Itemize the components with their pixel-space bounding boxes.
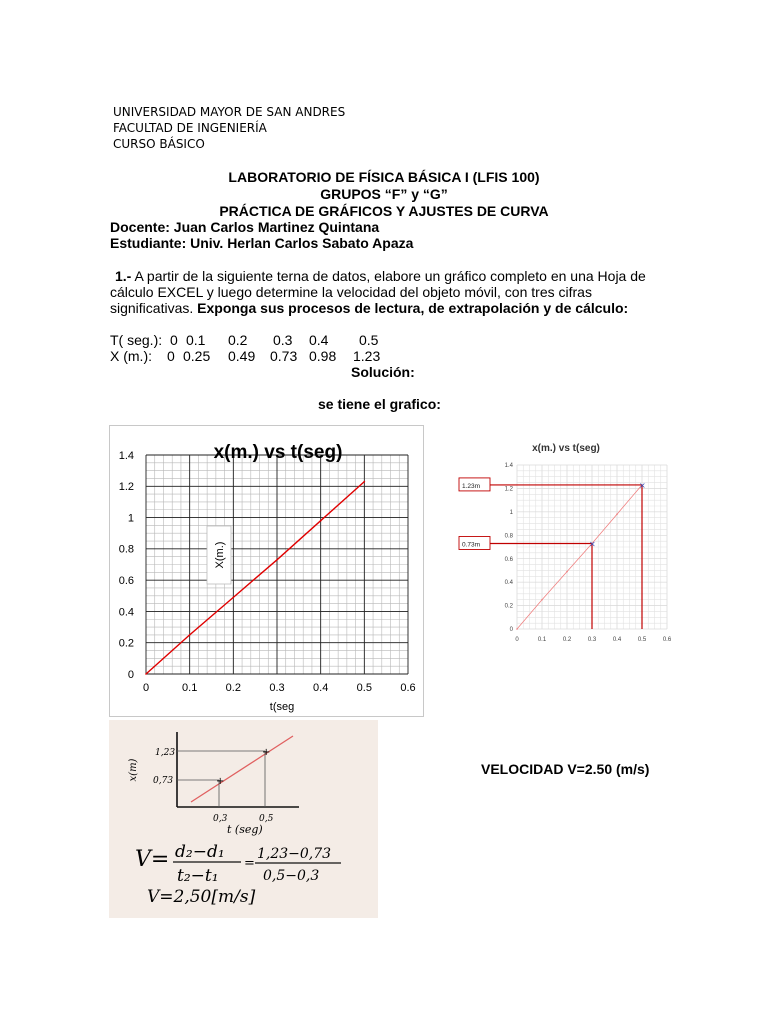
data-point [233, 597, 235, 599]
x-value: 0.25 [183, 348, 211, 364]
y-tick-label: 1 [509, 509, 513, 516]
problem-bold-text: Exponga sus procesos de lectura, de extrapolación y de cálculo: [193, 300, 629, 316]
formula-den-values: 0,5−0,3 [263, 868, 320, 884]
x-tick-label: 0 [515, 637, 519, 643]
t-label: T( seg.): [110, 332, 163, 348]
x-value: 0.98 [309, 348, 337, 364]
velocidad-result: VELOCIDAD V=2.50 (m/s) [481, 761, 650, 777]
main-chart-ylabel: X(m.) [214, 541, 226, 569]
formula-lhs: V= [135, 847, 170, 872]
y-tick-label: 0 [127, 668, 134, 681]
main-chart-xlabel: t(seg [269, 701, 295, 713]
x-tick-label: 0.2 [225, 682, 241, 694]
series-line [146, 482, 364, 674]
formula-equals: = [244, 856, 255, 871]
y-tick-label: 1.2 [118, 481, 134, 494]
x-tick-label: 0.3 [269, 682, 285, 694]
data-point [541, 599, 543, 601]
x-tick-label: 0.2 [562, 637, 572, 643]
x-data-row [110, 348, 670, 364]
y-tick-label: 0.4 [118, 606, 134, 619]
data-point [145, 673, 147, 675]
x-tick-label: 0.1 [182, 682, 198, 694]
t-data-row [110, 332, 670, 348]
y-tick-label: 1.2 [504, 486, 513, 493]
reading-label: 1.23m [462, 482, 481, 490]
practice-title: PRÁCTICA DE GRÁFICOS Y AJUSTES DE CURVA [219, 203, 549, 219]
x-value: 1.23 [353, 348, 381, 364]
x-tick-label: 0.6 [662, 637, 672, 643]
x-tick-label: 0.4 [313, 682, 329, 694]
sketch-xtick: 0,3 [213, 814, 228, 824]
reading-point-marker: × [639, 480, 646, 490]
y-tick-label: 0.8 [118, 543, 134, 556]
y-tick-label: 0.2 [118, 637, 134, 650]
sketch-series-line [191, 736, 293, 802]
reading-label: 0.73m [462, 541, 481, 549]
t-value: 0.2 [228, 332, 248, 348]
handwritten-sketch [109, 720, 378, 918]
mini-chart-annotations [459, 478, 646, 629]
x-tick-label: 0.6 [400, 682, 416, 694]
x-label: X (m.): [110, 348, 152, 364]
problem-number: 1.- [115, 268, 132, 284]
university-line: UNIVERSIDAD MAYOR DE SAN ANDRES [113, 105, 346, 119]
data-point [320, 520, 322, 522]
sketch-ytick: 0,73 [153, 776, 174, 786]
y-tick-label: 0.2 [504, 603, 513, 610]
sketch-point: + [216, 776, 225, 787]
formula-num-values: 1,23−0,73 [257, 846, 332, 862]
main-chart-grid [146, 455, 408, 674]
reading-point-marker: × [589, 539, 596, 549]
x-value: 0.73 [270, 348, 298, 364]
x-tick-label: 0.3 [587, 637, 597, 643]
data-point [276, 559, 278, 561]
x-tick-label: 0.5 [637, 637, 647, 643]
data-point [566, 571, 568, 573]
main-chart [110, 426, 423, 716]
mini-chart-container [456, 433, 681, 645]
x-tick-label: 0.1 [537, 637, 547, 643]
formula-result: V=2,50[m/s] [147, 887, 256, 907]
t-value: 0.3 [273, 332, 293, 348]
main-chart-container [109, 425, 424, 717]
course-line: CURSO BÁSICO [113, 137, 205, 151]
x-value: 0 [167, 348, 175, 364]
data-point [616, 513, 618, 515]
t-value: 0.4 [309, 332, 329, 348]
y-tick-label: 1.4 [504, 463, 513, 470]
docente-line: Docente: Juan Carlos Martinez Quintana [110, 219, 380, 235]
data-point [364, 481, 366, 483]
data-point [516, 628, 518, 630]
mini-chart [456, 433, 681, 645]
lab-title: LABORATORIO DE FÍSICA BÁSICA I (LFIS 100) [228, 169, 540, 185]
formula-numerator: d₂−d₁ [175, 842, 225, 862]
x-tick-label: 0.5 [356, 682, 372, 694]
sketch-ylabel: x(m) [128, 758, 139, 782]
sketch-ytick: 1,23 [155, 748, 176, 758]
faculty-line: FACULTAD DE INGENIERÍA [113, 121, 267, 135]
y-tick-label: 0 [509, 627, 513, 634]
solucion-label: Solución: [351, 364, 415, 380]
x-value: 0.49 [228, 348, 256, 364]
y-tick-label: 0.4 [504, 580, 513, 587]
data-point [189, 634, 191, 636]
y-tick-label: 1 [127, 512, 134, 525]
formula-denominator: t₂−t₁ [177, 866, 219, 886]
main-chart-title: x(m.) vs t(seg) [213, 442, 343, 463]
problem-statement [110, 268, 660, 316]
se-tiene-label: se tiene el grafico: [318, 396, 441, 412]
mini-chart-title: x(m.) vs t(seg) [532, 443, 600, 454]
sketch-xtick: 0,5 [259, 814, 274, 824]
t-value: 0.5 [359, 332, 379, 348]
x-tick-label: 0.4 [612, 637, 622, 643]
groups-title: GRUPOS “F” y “G” [320, 186, 448, 202]
t-value: 0 [170, 332, 178, 348]
y-tick-label: 0.6 [504, 556, 513, 563]
y-tick-label: 0.8 [504, 533, 513, 540]
y-tick-label: 0.6 [118, 574, 134, 587]
y-tick-label: 1.4 [118, 449, 134, 462]
sketch-xlabel: t (seg) [227, 823, 263, 836]
t-value: 0.1 [186, 332, 206, 348]
handwritten-photo [109, 720, 378, 918]
problem-text: A partir de la siguiente terna de datos, elabore un gráfico completo en una Hoja de cálculo EXCEL y luego determine la velocidad del objeto móvil, con tres cifras significativas. [110, 268, 646, 316]
estudiante-line: Estudiante: Univ. Herlan Carlos Sabato Apaza [110, 235, 414, 251]
sketch-point: + [262, 747, 271, 758]
x-tick-label: 0 [142, 682, 150, 694]
